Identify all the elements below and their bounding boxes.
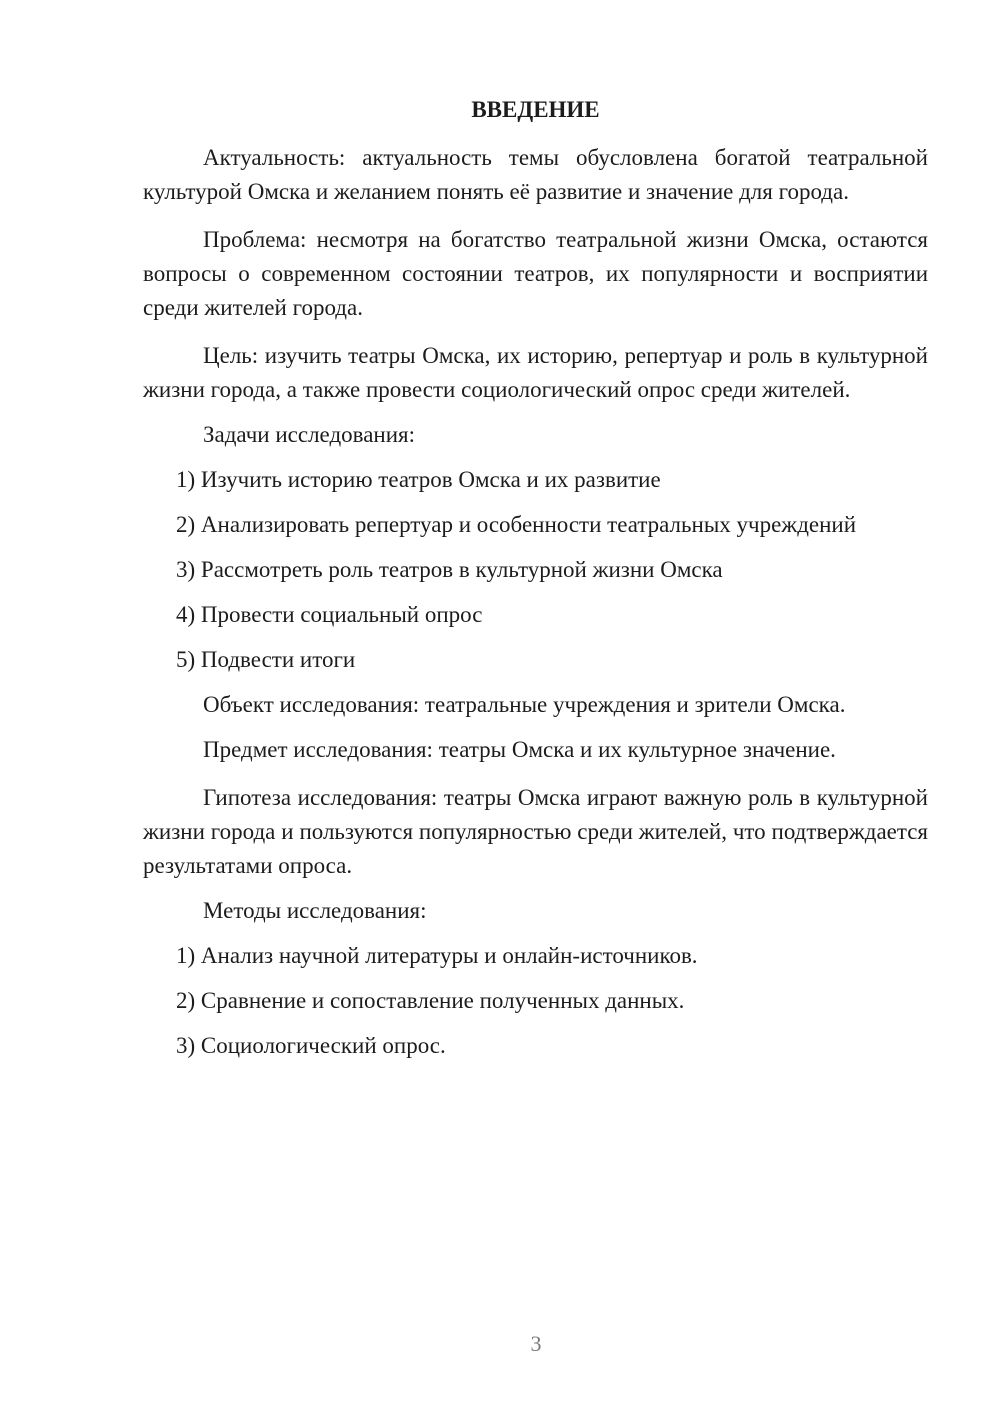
method-item: 3) Социологический опрос. bbox=[176, 1033, 446, 1058]
task-item: 5) Подвести итоги bbox=[176, 647, 356, 672]
section-title: ВВЕДЕНИЕ bbox=[471, 97, 600, 122]
task-item: 1) Изучить историю театров Омска и их развитие bbox=[176, 467, 661, 492]
hypothesis-paragraph: Гипотеза исследования: театры Омска играют важную роль в культурной жизни города и пользуются популярностью среди жителей, что подтверждается результатами опроса. bbox=[143, 785, 928, 878]
tasks-heading: Задачи исследования: bbox=[203, 422, 416, 447]
task-item: 3) Рассмотреть роль театров в культурной жизни Омска bbox=[176, 557, 723, 582]
goal-paragraph: Цель: изучить театры Омска, их историю, репертуар и роль в культурной жизни города, а также провести социологический опрос среди жителей. bbox=[143, 343, 928, 402]
method-item: 2) Сравнение и сопоставление полученных данных. bbox=[176, 988, 685, 1013]
task-item: 2) Анализировать репертуар и особенности театральных учреждений bbox=[176, 512, 857, 537]
document-body bbox=[143, 93, 928, 1063]
method-item: 1) Анализ научной литературы и онлайн-источников. bbox=[176, 943, 698, 968]
methods-heading: Методы исследования: bbox=[203, 898, 427, 923]
relevance-paragraph: Актуальность: актуальность темы обусловлена богатой театральной культурой Омска и желанием понять её развитие и значение для города. bbox=[143, 145, 928, 204]
object-line: Объект исследования: театральные учреждения и зрители Омска. bbox=[203, 692, 846, 717]
problem-paragraph: Проблема: несмотря на богатство театральной жизни Омска, остаются вопросы о современном состоянии театров, их популярности и восприятии среди жителей города. bbox=[143, 227, 928, 320]
page-number: 3 bbox=[530, 1331, 542, 1356]
task-item: 4) Провести социальный опрос bbox=[176, 602, 483, 627]
subject-line: Предмет исследования: театры Омска и их культурное значение. bbox=[203, 737, 836, 762]
